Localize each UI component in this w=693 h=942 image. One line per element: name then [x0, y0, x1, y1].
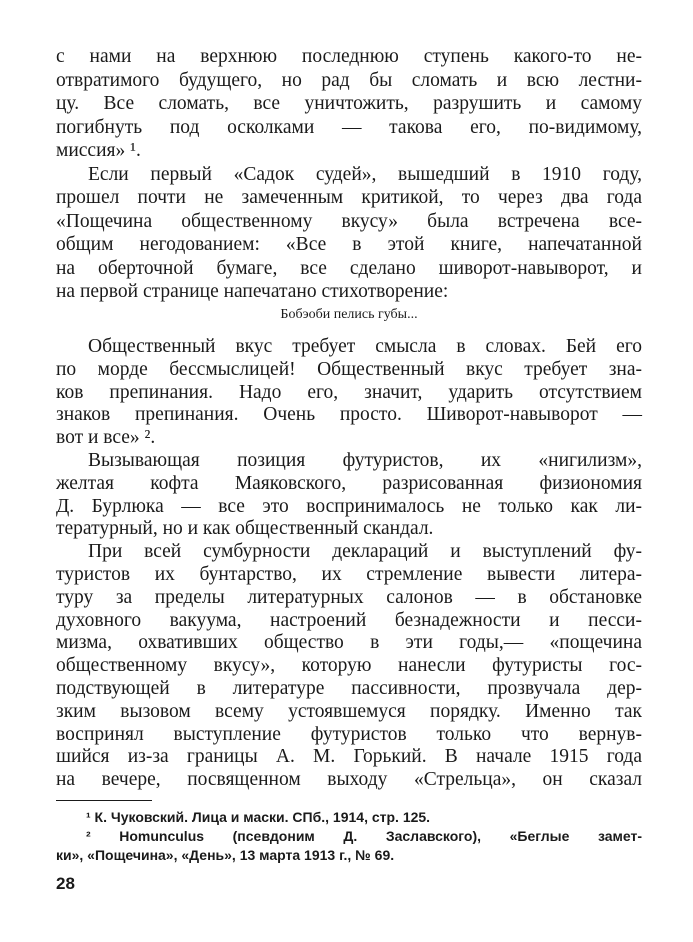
text-line: духовного вакуума, настроений безнадежности и песси- — [56, 609, 642, 631]
text-line: цу. Все сломать, все уничтожить, разрушить и самому — [56, 93, 642, 114]
text-line: отвратимого будущего, но рад бы сломать и всю лестни- — [56, 69, 642, 91]
text-line: на первой странице напечатано стихотворение: — [56, 281, 449, 302]
text-line: «Пощечина общественному вкусу» была встречена все- — [56, 210, 642, 232]
text-line: Если первый «Садок судей», вышедший в 1910 году, — [88, 163, 642, 185]
page-number: 28 — [56, 874, 75, 893]
text-line: Общественный вкус требует смысла в словах. Бей его — [88, 336, 642, 357]
text-line: миссия» ¹. — [56, 140, 141, 161]
text-line: зким вызовом всему устоявшемуся порядку. Именно так — [56, 700, 642, 722]
text-line: воспринял выступление футуристов только что вернув- — [56, 723, 642, 745]
text-line: общественному вкусу», которую нанесли футуристы гос- — [56, 655, 642, 677]
text-line: на оберточной бумаге, все сделано шиворот-навыворот, и — [56, 257, 642, 279]
text-line: желтая кофта Маяковского, разрисованная физиономия — [56, 472, 642, 494]
footnote: ² Homunculus (псевдоним Д. Заславского), «Беглые замет- — [86, 828, 642, 844]
text-line: шийся из-за границы А. М. Горький. В начале 1915 года — [56, 746, 642, 768]
footnote-divider — [56, 800, 152, 801]
text-line: туру за пределы литературных салонов — в обстановке — [56, 586, 642, 608]
text-line: подствующей в литературе пассивности, прозвучала дер- — [56, 678, 642, 699]
text-line: Вызывающая позиция футуристов, их «нигилизм», — [88, 450, 642, 471]
footnote: ки», «Пощечина», «День», 13 марта 1913 г., № 69. — [56, 847, 395, 863]
text-line: туристов их бунтарство, их стремление вывести литера- — [56, 564, 642, 585]
poem-quote: Бобэоби пелись губы... — [280, 307, 418, 322]
text-line: по морде бессмыслицей! Общественный вкус требует зна- — [56, 358, 642, 380]
text-line: тературный, но и как общественный скандал. — [56, 518, 434, 540]
text-line: мизма, охвативших общество в эти годы,— «пощечина — [56, 632, 642, 654]
text-line: Д. Бурлюка — все это воспринималось не только как ли- — [56, 495, 642, 517]
text-line: При всей сумбурности деклараций и выступлений фу- — [88, 541, 642, 563]
footnote: ¹ К. Чуковский. Лица и маски. СПб., 1914, стр. 125. — [86, 809, 431, 825]
text-line: прошел почти не замеченным критикой, то через два года — [56, 187, 642, 208]
text-line: ков препинания. Надо его, значит, ударить отсутствием — [56, 381, 642, 403]
text-line: на вечере, посвященном выходу «Стрельца», он сказал — [56, 769, 642, 791]
text-line: с нами на верхнюю последнюю ступень какого-то не- — [56, 46, 642, 67]
text-line: общим негодованием: «Все в этой книге, напечатанной — [56, 234, 642, 255]
text-line: вот и все» ². — [56, 427, 156, 449]
text-line: погибнуть под осколками — такова его, по-видимому, — [56, 116, 642, 138]
text-line: знаков препинания. Очень просто. Шиворот-навыворот — — [56, 404, 642, 426]
